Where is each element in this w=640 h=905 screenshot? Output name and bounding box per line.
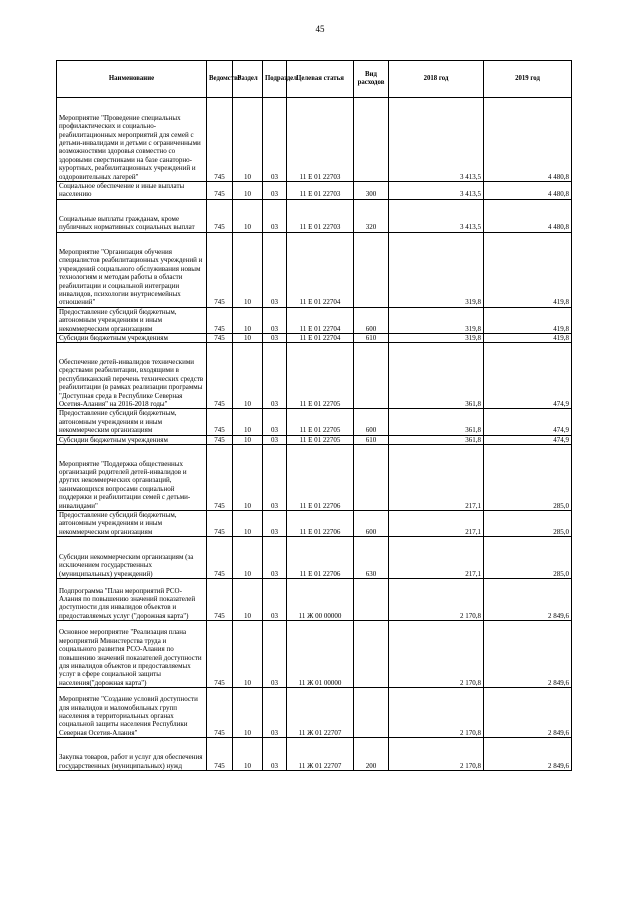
table-cell-2018: 2 170,8	[389, 738, 484, 771]
table-cell-expense-type	[354, 579, 389, 621]
table-cell-target: 11 Е 01 22706	[287, 445, 354, 511]
table-cell-target: 11 Е 01 22704	[287, 307, 354, 333]
table-cell-2018: 319,8	[389, 232, 484, 307]
table-cell-target: 11 Е 01 22705	[287, 409, 354, 435]
table-cell-2019: 474,9	[484, 343, 572, 409]
table-cell-section: 10	[233, 199, 263, 232]
table-cell-expense-type	[354, 343, 389, 409]
table-cell-name: Субсидии бюджетным учреждениям	[57, 435, 207, 444]
table-cell-name: Предоставление субсидий бюджетным, автономным учреждениям и иным некоммерческим организациям	[57, 511, 207, 537]
table-cell-target: 11 Е 01 22705	[287, 343, 354, 409]
table-cell-target: 11 Е 01 22703	[287, 199, 354, 232]
table-row	[57, 343, 572, 409]
table-row	[57, 98, 572, 182]
table-cell-2018: 2 170,8	[389, 621, 484, 688]
table-cell-ministry: 745	[207, 199, 233, 232]
table-cell-ministry: 745	[207, 334, 233, 343]
table-row	[57, 199, 572, 232]
table-row	[57, 579, 572, 621]
table-cell-subsection: 03	[263, 537, 287, 579]
table-cell-section: 10	[233, 98, 263, 182]
table-cell-name: Предоставление субсидий бюджетным, автономным учреждениям и иным некоммерческим организациям	[57, 307, 207, 333]
table-cell-2018: 3 413,5	[389, 98, 484, 182]
table-cell-subsection: 03	[263, 307, 287, 333]
table-cell-target: 11 Е 01 22704	[287, 334, 354, 343]
table-cell-target: 11 Е 01 22703	[287, 182, 354, 200]
table-cell-2019: 474,9	[484, 409, 572, 435]
table-cell-2018: 217,1	[389, 511, 484, 537]
table-cell-ministry: 745	[207, 182, 233, 200]
table-row	[57, 435, 572, 444]
table-cell-subsection: 03	[263, 738, 287, 771]
table-cell-expense-type: 200	[354, 738, 389, 771]
header-2019: 2019 год	[484, 61, 572, 98]
table-cell-expense-type: 610	[354, 334, 389, 343]
table-row	[57, 537, 572, 579]
table-cell-2019: 285,0	[484, 537, 572, 579]
table-cell-target: 11 Ж 00 00000	[287, 579, 354, 621]
table-cell-target: 11 Е 01 22706	[287, 537, 354, 579]
table-cell-section: 10	[233, 445, 263, 511]
table-cell-ministry: 745	[207, 445, 233, 511]
header-2018: 2018 год	[389, 61, 484, 98]
table-cell-2019: 4 480,8	[484, 199, 572, 232]
table-body	[57, 98, 572, 771]
table-cell-name: Подпрограмма "План мероприятий РСО-Алания по повышению значений показателей доступности для инвалидов объектов и предоставляемых услуг ("дорожная карта")	[57, 579, 207, 621]
table-cell-section: 10	[233, 232, 263, 307]
table-cell-section: 10	[233, 537, 263, 579]
header-ministry: Ведомство	[207, 61, 233, 98]
table-cell-target: 11 Ж 01 22707	[287, 738, 354, 771]
table-cell-expense-type	[354, 621, 389, 688]
table-row	[57, 182, 572, 200]
table-cell-expense-type	[354, 232, 389, 307]
table-cell-subsection: 03	[263, 579, 287, 621]
table-cell-subsection: 03	[263, 511, 287, 537]
table-cell-section: 10	[233, 621, 263, 688]
table-cell-expense-type	[354, 688, 389, 738]
table-row	[57, 621, 572, 688]
table-cell-2019: 2 849,6	[484, 738, 572, 771]
table-cell-2019: 4 480,8	[484, 98, 572, 182]
table-cell-section: 10	[233, 688, 263, 738]
table-cell-name: Мероприятие "Создание условий доступности для инвалидов и маломобильных групп населения в территориальных органах социальной защиты населения Республики Северная Осетия-Алания"	[57, 688, 207, 738]
table-cell-name: Мероприятие "Проведение специальных профилактических и социально-реабилитационных мероприятий для семей с детьми-инвалидами и детьми с ограниченными возможностями здоровья совместно со здоровыми сверстниками на базе санаторно-курортных, реабилитационных учреждений и оздоровительных лагерей"	[57, 98, 207, 182]
table-cell-name: Мероприятие "Поддержка общественных организаций родителей детей-инвалидов и других некоммерческих организаций, занимающихся вопросами социальной поддержки и реабилитации семей с детьми-инвалидами"	[57, 445, 207, 511]
table-cell-2018: 361,8	[389, 409, 484, 435]
table-cell-section: 10	[233, 343, 263, 409]
table-cell-2018: 361,8	[389, 343, 484, 409]
table-cell-2018: 2 170,8	[389, 688, 484, 738]
table-cell-expense-type: 630	[354, 537, 389, 579]
header-section: Раздел	[233, 61, 263, 98]
header-name: Наименование	[57, 61, 207, 98]
table-cell-name: Мероприятие "Организация обучения специалистов реабилитационных учреждений и учреждений социального обслуживания новым технологиям и методам работы в области реабилитации и социальной интеграции инвалидов, психологии внутрисемейных отношений"	[57, 232, 207, 307]
table-cell-2018: 217,1	[389, 537, 484, 579]
table-cell-section: 10	[233, 511, 263, 537]
table-cell-name: Социальные выплаты гражданам, кроме публичных нормативных социальных выплат	[57, 199, 207, 232]
table-cell-expense-type: 600	[354, 307, 389, 333]
table-cell-section: 10	[233, 738, 263, 771]
table-cell-subsection: 03	[263, 445, 287, 511]
table-cell-subsection: 03	[263, 343, 287, 409]
table-cell-expense-type: 320	[354, 199, 389, 232]
table-row	[57, 232, 572, 307]
table-row	[57, 511, 572, 537]
table-cell-2019: 285,0	[484, 445, 572, 511]
table-cell-target: 11 Е 01 22704	[287, 232, 354, 307]
page-number: 45	[315, 24, 325, 34]
table-cell-ministry: 745	[207, 579, 233, 621]
table-cell-expense-type	[354, 98, 389, 182]
table-cell-2019: 2 849,6	[484, 688, 572, 738]
table-row	[57, 409, 572, 435]
table-cell-2018: 217,1	[389, 445, 484, 511]
table-cell-ministry: 745	[207, 511, 233, 537]
table-cell-ministry: 745	[207, 738, 233, 771]
table-header-row	[57, 61, 572, 98]
table-cell-2019: 2 849,6	[484, 579, 572, 621]
table-cell-target: 11 Ж 01 22707	[287, 688, 354, 738]
table-cell-section: 10	[233, 334, 263, 343]
table-cell-expense-type: 610	[354, 435, 389, 444]
table-row	[57, 334, 572, 343]
table-cell-subsection: 03	[263, 409, 287, 435]
table-cell-subsection: 03	[263, 688, 287, 738]
table-cell-2019: 2 849,6	[484, 621, 572, 688]
table-cell-target: 11 Е 01 22705	[287, 435, 354, 444]
table-row	[57, 738, 572, 771]
table-cell-2019: 285,0	[484, 511, 572, 537]
table-row	[57, 688, 572, 738]
table-cell-expense-type: 300	[354, 182, 389, 200]
table-cell-subsection: 03	[263, 232, 287, 307]
table-cell-section: 10	[233, 307, 263, 333]
table-row	[57, 307, 572, 333]
table-cell-ministry: 745	[207, 232, 233, 307]
table-cell-ministry: 745	[207, 343, 233, 409]
table-cell-2018: 319,8	[389, 334, 484, 343]
table-cell-name: Предоставление субсидий бюджетным, автономным учреждениям и иным некоммерческим организациям	[57, 409, 207, 435]
table-cell-section: 10	[233, 579, 263, 621]
table-cell-ministry: 745	[207, 435, 233, 444]
table-cell-2019: 4 480,8	[484, 182, 572, 200]
table-cell-target: 11 Е 01 22706	[287, 511, 354, 537]
table-cell-2019: 419,8	[484, 334, 572, 343]
table-cell-2019: 419,8	[484, 232, 572, 307]
table-cell-ministry: 745	[207, 621, 233, 688]
table-cell-subsection: 03	[263, 182, 287, 200]
table-cell-name: Обеспечение детей-инвалидов техническими средствами реабилитации, входящими в республиканский перечень технических средств реабилитации (в рамках реализации программы "Доступная среда в Республике Северная Осетия-Алания" на 2016-2018 годы"	[57, 343, 207, 409]
table-cell-2018: 2 170,8	[389, 579, 484, 621]
table-cell-section: 10	[233, 182, 263, 200]
table-cell-2018: 361,8	[389, 435, 484, 444]
table-cell-name: Субсидии некоммерческим организациям (за исключением государственных (муниципальных) учреждений)	[57, 537, 207, 579]
table-cell-expense-type	[354, 445, 389, 511]
table-cell-2018: 3 413,5	[389, 182, 484, 200]
header-subsection: Подраздел	[263, 61, 287, 98]
table-cell-ministry: 745	[207, 537, 233, 579]
table-cell-subsection: 03	[263, 435, 287, 444]
table-cell-subsection: 03	[263, 98, 287, 182]
table-cell-ministry: 745	[207, 409, 233, 435]
table-cell-section: 10	[233, 409, 263, 435]
table-cell-ministry: 745	[207, 98, 233, 182]
header-expense-type: Вид расходов	[354, 61, 389, 98]
table-cell-target: 11 Ж 01 00000	[287, 621, 354, 688]
table-cell-name: Основное мероприятие "Реализация плана мероприятий Министерства труда и социального развития РСО-Алания по повышению значений показателей доступности для инвалидов объектов и предоставляемых услуг в сфере социальной защиты населения("дорожная карта")	[57, 621, 207, 688]
budget-table	[56, 60, 572, 771]
header-target: Целевая статья	[287, 61, 354, 98]
table-cell-expense-type: 600	[354, 511, 389, 537]
table-cell-subsection: 03	[263, 621, 287, 688]
table-cell-expense-type: 600	[354, 409, 389, 435]
table-cell-subsection: 03	[263, 199, 287, 232]
table-cell-2019: 419,8	[484, 307, 572, 333]
table-cell-ministry: 745	[207, 307, 233, 333]
table-cell-section: 10	[233, 435, 263, 444]
table-cell-ministry: 745	[207, 688, 233, 738]
table-cell-subsection: 03	[263, 334, 287, 343]
table-cell-2019: 474,9	[484, 435, 572, 444]
table-cell-name: Субсидии бюджетным учреждениям	[57, 334, 207, 343]
table-row	[57, 445, 572, 511]
table-cell-2018: 3 413,5	[389, 199, 484, 232]
table-cell-target: 11 Е 01 22703	[287, 98, 354, 182]
table-cell-name: Закупка товаров, работ и услуг для обеспечения государственных (муниципальных) нужд	[57, 738, 207, 771]
table-cell-name: Социальное обеспечение и иные выплаты населению	[57, 182, 207, 200]
table-cell-2018: 319,8	[389, 307, 484, 333]
